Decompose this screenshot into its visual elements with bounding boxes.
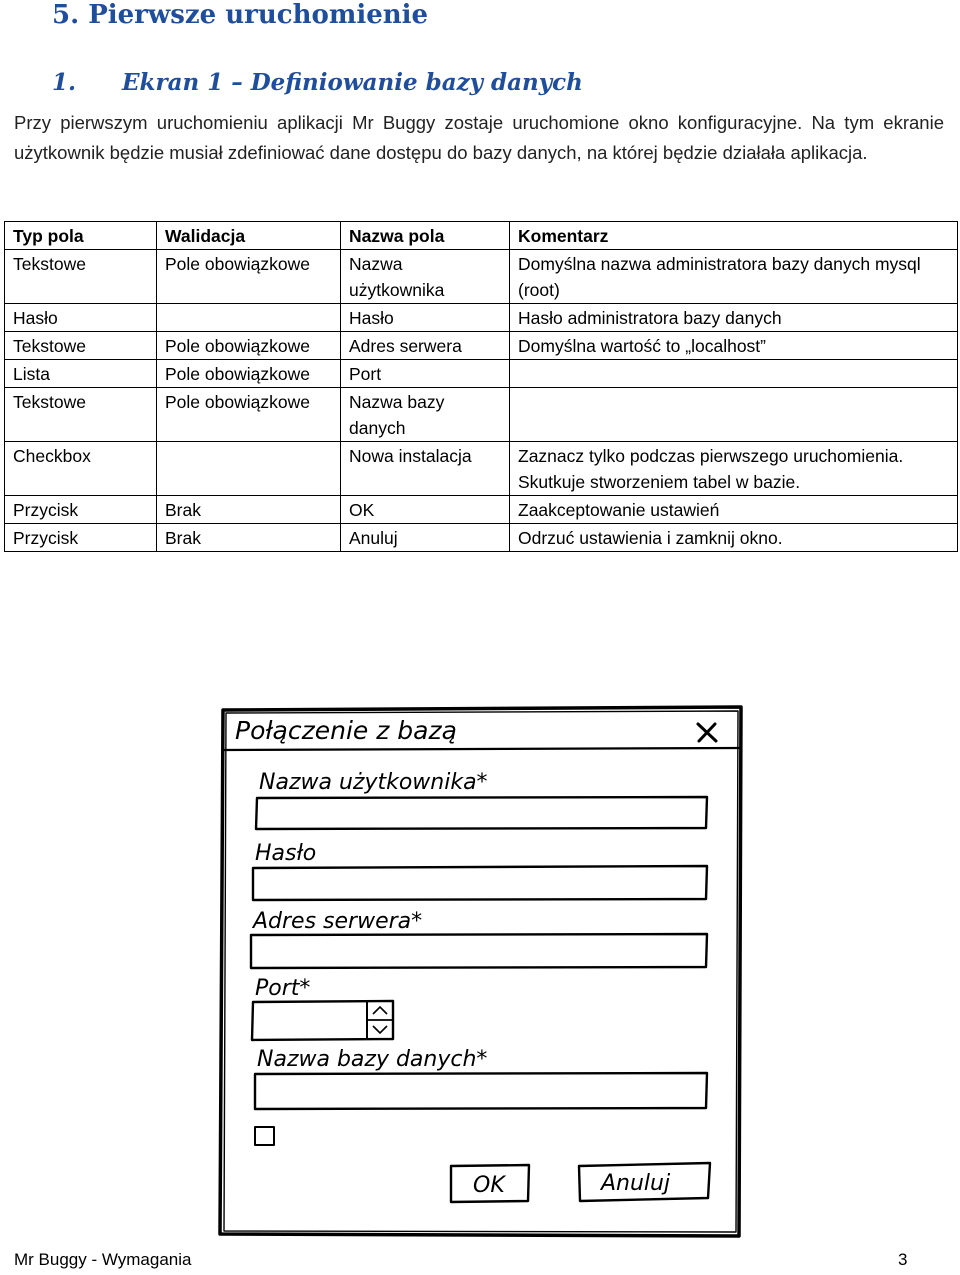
table-cell: Tekstowe	[5, 250, 157, 304]
table-cell: Przycisk	[5, 524, 157, 552]
header-cell: Komentarz	[510, 222, 958, 250]
table-header-row	[5, 222, 958, 250]
table-row	[5, 388, 958, 442]
table-cell: Przycisk	[5, 496, 157, 524]
page-number: 3	[898, 1250, 908, 1269]
server-label: Adres serwera*	[253, 909, 423, 934]
table-cell	[157, 442, 341, 496]
footer-text: Mr Buggy - Wymagania	[14, 1250, 192, 1269]
dialog-mockup	[215, 704, 743, 1238]
table-row	[5, 250, 958, 304]
table-cell: Hasło	[341, 304, 510, 332]
table-cell: Hasło	[5, 304, 157, 332]
table-row	[5, 304, 958, 332]
table-row	[5, 442, 958, 496]
subsection-title: Ekran 1 – Definiowanie bazy danych	[122, 69, 583, 96]
table-cell: Odrzuć ustawienia i zamknij okno.	[510, 524, 958, 552]
table-cell: Lista	[5, 360, 157, 388]
table-cell: Checkbox	[5, 442, 157, 496]
table-cell: Tekstowe	[5, 388, 157, 442]
port-label: Port*	[255, 976, 311, 1001]
table-cell	[157, 304, 341, 332]
table-cell: Anuluj	[341, 524, 510, 552]
section-heading: 5. Pierwsze uruchomienie	[52, 0, 429, 30]
spinner-down-icon[interactable]	[373, 1026, 387, 1033]
table-cell: Pole obowiązkowe	[157, 360, 341, 388]
header-cell: Nazwa pola	[341, 222, 510, 250]
table-cell: Zaznacz tylko podczas pierwszego uruchomienia. Skutkuje stworzeniem tabel w bazie.	[510, 442, 958, 496]
intro-paragraph: Przy pierwszym uruchomieniu aplikacji Mr Buggy zostaje uruchomione okno konfiguracyjne. Na tym ekranie użytkownik będzie musiał zdefiniować dane dostępu do bazy danych, na której będzie działała aplikacja.	[14, 112, 944, 163]
table-cell: Brak	[157, 496, 341, 524]
table-cell: Domyślna nazwa administratora bazy danych mysql (root)	[510, 250, 958, 304]
subsection-number: 1.	[52, 69, 77, 96]
subsection-heading	[52, 68, 583, 98]
x-icon[interactable]	[698, 724, 716, 741]
table-cell: Brak	[157, 524, 341, 552]
table-cell: Pole obowiązkowe	[157, 250, 341, 304]
spinner-up-icon[interactable]	[373, 1007, 387, 1014]
table-cell: Nowa instalacja	[341, 442, 510, 496]
table-row	[5, 496, 958, 524]
dialog-title: Połączenie z bazą	[235, 716, 457, 745]
header-cell: Walidacja	[157, 222, 341, 250]
database-label: Nazwa bazy danych*	[257, 1047, 488, 1072]
table-row	[5, 524, 958, 552]
table-cell: Adres serwera	[341, 332, 510, 360]
header-cell: Typ pola	[5, 222, 157, 250]
table-cell: Pole obowiązkowe	[157, 388, 341, 442]
table-row	[5, 360, 958, 388]
table-cell: Zaakceptowanie ustawień	[510, 496, 958, 524]
table-cell: Port	[341, 360, 510, 388]
table-cell	[510, 388, 958, 442]
table-cell	[510, 360, 958, 388]
cancel-button-label: Anuluj	[601, 1171, 671, 1196]
field-spec-table	[4, 221, 958, 552]
username-label: Nazwa użytkownika*	[259, 770, 488, 795]
table-cell: Domyślna wartość to „localhost”	[510, 332, 958, 360]
table-cell: Tekstowe	[5, 332, 157, 360]
ok-button-label: OK	[473, 1173, 505, 1198]
new-install-checkbox[interactable]	[255, 1127, 274, 1145]
table-cell: Pole obowiązkowe	[157, 332, 341, 360]
table-cell: Nazwa użytkownika	[341, 250, 510, 304]
table-cell: OK	[341, 496, 510, 524]
table-cell: Nazwa bazy danych	[341, 388, 510, 442]
table-row	[5, 332, 958, 360]
password-label: Hasło	[255, 841, 317, 866]
table-cell: Hasło administratora bazy danych	[510, 304, 958, 332]
